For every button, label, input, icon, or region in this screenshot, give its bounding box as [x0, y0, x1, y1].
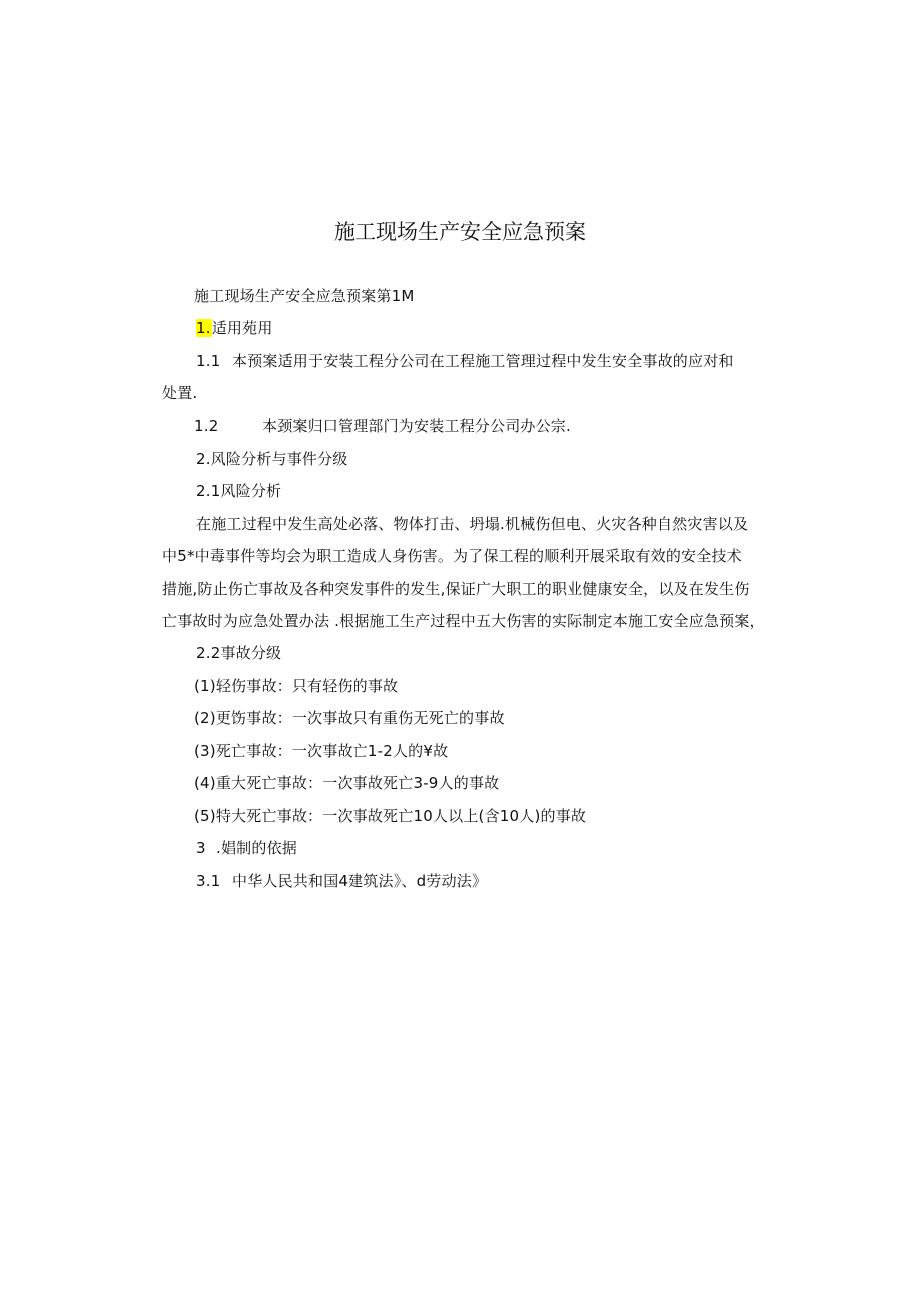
paragraph-line-3: 措施,防止伤亡事故及各种突发事件的发生,保证广大职工的职业健康安全，以及在发生伤	[162, 580, 750, 598]
clause-1-1-continuation: 处置.	[162, 384, 198, 402]
section-3-number: 3	[196, 839, 206, 857]
paragraph-line-2: 中5*中毒事件等均会为职工造成人身伤害。为了保工程的顺利开展采取有效的安全技术	[162, 547, 742, 565]
paragraph-line-4: 亡事故时为应急处置办法 .根据施工生产过程中五大伤害的实际制定本施工安全应急预案，	[162, 612, 765, 630]
clause-3-1	[196, 871, 487, 891]
grade-item-3: (3)死亡事故：一次事故亡1-2人的¥故	[194, 742, 449, 760]
paragraph-line-1: 在施工过程中发生高处必落、物体打击、坍塌.机械伤但电、火灾各种自然灾害以及	[196, 515, 749, 533]
clause-3-1-text: 中华人民共和国4建筑法》、d劳动法》	[232, 872, 488, 890]
clause-1-2	[194, 416, 571, 436]
section-1-number-highlighted: 1.	[196, 319, 211, 337]
clause-2-2-heading: 2.2事故分级	[196, 644, 282, 662]
grade-item-4: (4)重大死亡事故：一次事故死亡3-9人的事故	[194, 774, 500, 792]
document-title: 施工现场生产安全应急预案	[334, 220, 586, 244]
section-1-heading	[196, 318, 273, 338]
document-subtitle: 施工现场生产安全应急预案第1M	[194, 287, 415, 305]
clause-3-1-number: 3.1	[196, 872, 221, 890]
clause-1-2-text: 本颈案归口管理部门为安装工程分公司办公宗.	[262, 417, 571, 435]
clause-1-1	[196, 351, 734, 371]
grade-item-5: (5)特大死亡事故：一次事故死亡10人以上(含10人)的事故	[194, 807, 587, 825]
grade-item-1: (1)轻伤事故：只有轻伤的事故	[194, 677, 399, 695]
clause-1-1-number: 1.1	[196, 352, 221, 370]
section-3-heading	[196, 838, 297, 858]
section-2-heading: 2.风险分析与事件分级	[196, 450, 348, 468]
clause-1-2-number: 1.2	[194, 417, 219, 435]
section-1-title: 适用苑用	[211, 319, 273, 337]
grade-item-2: (2)更饬事故：一次事故只有重伤无死亡的事故	[194, 709, 505, 727]
clause-1-1-text: 本预案适用于安装工程分公司在工程施工管理过程中发生安全事故的应对和	[232, 352, 734, 370]
section-3-title: .娼制的依据	[216, 839, 297, 857]
clause-2-1-heading: 2.1风险分析	[196, 482, 282, 500]
